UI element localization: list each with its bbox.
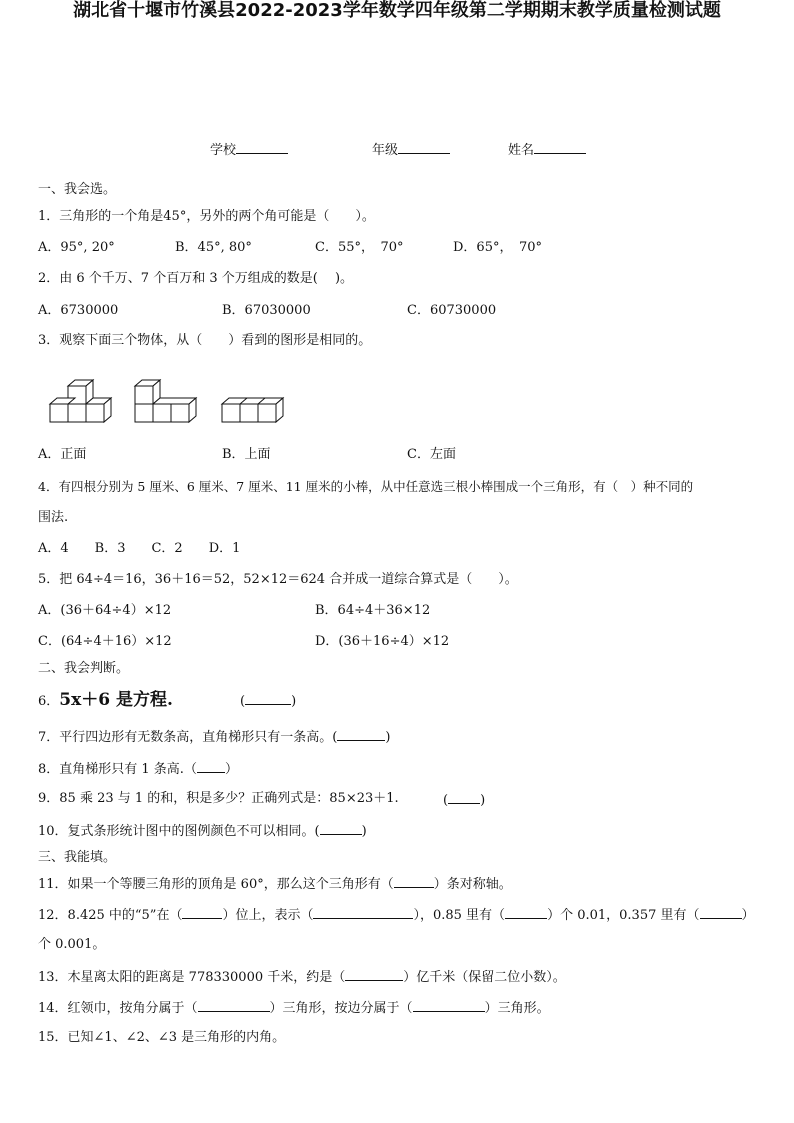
q12-line2: 个 0.001。 bbox=[38, 937, 106, 952]
q8: 8．直角梯形只有 1 条高.（ ） bbox=[38, 762, 238, 777]
q5-option-a[interactable]: A．(36＋64÷4）×12 bbox=[38, 603, 172, 618]
q15-stem: 15．已知∠1、∠2、∠3 是三角形的内角。 bbox=[38, 1030, 286, 1045]
q12-blank-2[interactable] bbox=[313, 906, 413, 919]
q2-option-b[interactable]: B．67030000 bbox=[222, 303, 311, 318]
name-blank[interactable] bbox=[534, 141, 586, 154]
name-label: 姓名 bbox=[508, 143, 535, 158]
q6-expression: 5x＋6 是方程. bbox=[59, 690, 173, 710]
q9-answer-bracket[interactable]: ( ) bbox=[443, 793, 486, 808]
grade-blank[interactable] bbox=[398, 141, 450, 154]
cube-objects-figure bbox=[42, 376, 292, 426]
q13: 13．木星离太阳的距离是 778330000 千米，约是（ ）亿千米（保留二位小数）。 bbox=[38, 970, 566, 985]
q6-number: 6． bbox=[38, 694, 60, 709]
section-heading-3: 三、我能填。 bbox=[38, 850, 117, 865]
cube-object-2 bbox=[135, 380, 196, 422]
cube-object-1 bbox=[50, 380, 111, 422]
q12-blank-3[interactable] bbox=[505, 906, 547, 919]
q5-stem: 5．把 64÷4＝16，36＋16＝52，52×12＝624 合并成一道综合算式是（ ）。 bbox=[38, 572, 518, 587]
q3-stem: 3．观察下面三个物体，从（ ）看到的图形是相同的。 bbox=[38, 333, 372, 348]
school-label: 学校 bbox=[210, 143, 237, 158]
q13-answer-blank[interactable] bbox=[345, 968, 403, 981]
q1-option-c[interactable]: C．55°， 70° bbox=[315, 240, 404, 255]
q4-stem-line2: 围法. bbox=[38, 510, 69, 525]
q3-option-a[interactable]: A．正面 bbox=[38, 447, 87, 462]
school-blank[interactable] bbox=[236, 141, 288, 154]
q7-answer-blank[interactable] bbox=[337, 728, 385, 741]
q4-stem-line1: 4．有四根分别为 5 厘米、6 厘米、7 厘米、11 厘米的小棒，从中任意选三根小棒围成一个三角形，有（ ）种不同的 bbox=[38, 479, 694, 494]
q1-stem: 1．三角形的一个角是45°，另外的两个角可能是（ ）。 bbox=[38, 209, 375, 224]
q2-option-c[interactable]: C．60730000 bbox=[407, 303, 497, 318]
q8-stem: 8．直角梯形只有 1 条高.（ bbox=[38, 762, 197, 777]
q10-answer-blank[interactable] bbox=[320, 822, 362, 835]
school-field bbox=[210, 141, 288, 159]
q3-option-c[interactable]: C．左面 bbox=[407, 447, 456, 462]
q10-stem: 10．复式条形统计图中的图例颜色不可以相同。( bbox=[38, 824, 320, 839]
q7-stem: 7．平行四边形有无数条高，直角梯形只有一条高。( bbox=[38, 730, 338, 745]
q12-line1: 12．8.425 中的“5”在（ ）位上，表示（ ），0.85 里有（ ）个 0.01，0.357 里有（ ） bbox=[38, 908, 755, 923]
q5-option-b[interactable]: B．64÷4＋36×12 bbox=[315, 603, 431, 618]
name-field bbox=[508, 141, 586, 159]
page-title: 湖北省十堰市竹溪县2022-2023学年数学四年级第二学期期末教学质量检测试题 bbox=[73, 0, 721, 21]
q1-option-b[interactable]: B．45°, 80° bbox=[175, 240, 252, 255]
q1-option-d[interactable]: D．65°， 70° bbox=[453, 240, 543, 255]
section-heading-1: 一、我会选。 bbox=[38, 182, 117, 197]
q6-answer-bracket[interactable]: ( ) bbox=[240, 694, 297, 709]
q12-blank-4[interactable] bbox=[700, 906, 742, 919]
q11: 11．如果一个等腰三角形的顶角是 60°，那么这个三角形有（ ）条对称轴。 bbox=[38, 877, 512, 892]
q1-option-a[interactable]: A．95°, 20° bbox=[38, 240, 115, 255]
grade-label: 年级 bbox=[372, 143, 399, 158]
q11-answer-blank[interactable] bbox=[394, 875, 434, 888]
q14-blank-2[interactable] bbox=[413, 999, 485, 1012]
q6 bbox=[38, 690, 173, 710]
q2-option-a[interactable]: A．6730000 bbox=[38, 303, 119, 318]
q14: 14．红领巾，按角分属于（ ）三角形，按边分属于（ ）三角形。 bbox=[38, 1001, 550, 1016]
q10: 10．复式条形统计图中的图例颜色不可以相同。( ) bbox=[38, 824, 367, 839]
q4-options[interactable]: A．4 B．3 C．2 D．1 bbox=[38, 541, 241, 556]
section-heading-2: 二、我会判断。 bbox=[38, 661, 130, 676]
q3-option-b[interactable]: B．上面 bbox=[222, 447, 271, 462]
q14-blank-1[interactable] bbox=[198, 999, 270, 1012]
q8-answer-blank[interactable] bbox=[197, 760, 225, 773]
q2-stem: 2．由 6 个千万、7 个百万和 3 个万组成的数是( )。 bbox=[38, 271, 354, 286]
q5-option-d[interactable]: D．(36＋16÷4）×12 bbox=[315, 634, 450, 649]
grade-field bbox=[372, 141, 450, 159]
cube-object-3 bbox=[222, 398, 283, 422]
q9-stem: 9．85 乘 23 与 1 的和，积是多少？正确列式是：85×23＋1. bbox=[38, 791, 399, 806]
q5-option-c[interactable]: C．(64÷4＋16）×12 bbox=[38, 634, 172, 649]
q12-blank-1[interactable] bbox=[182, 906, 222, 919]
q7: 7．平行四边形有无数条高，直角梯形只有一条高。( ) bbox=[38, 730, 391, 745]
